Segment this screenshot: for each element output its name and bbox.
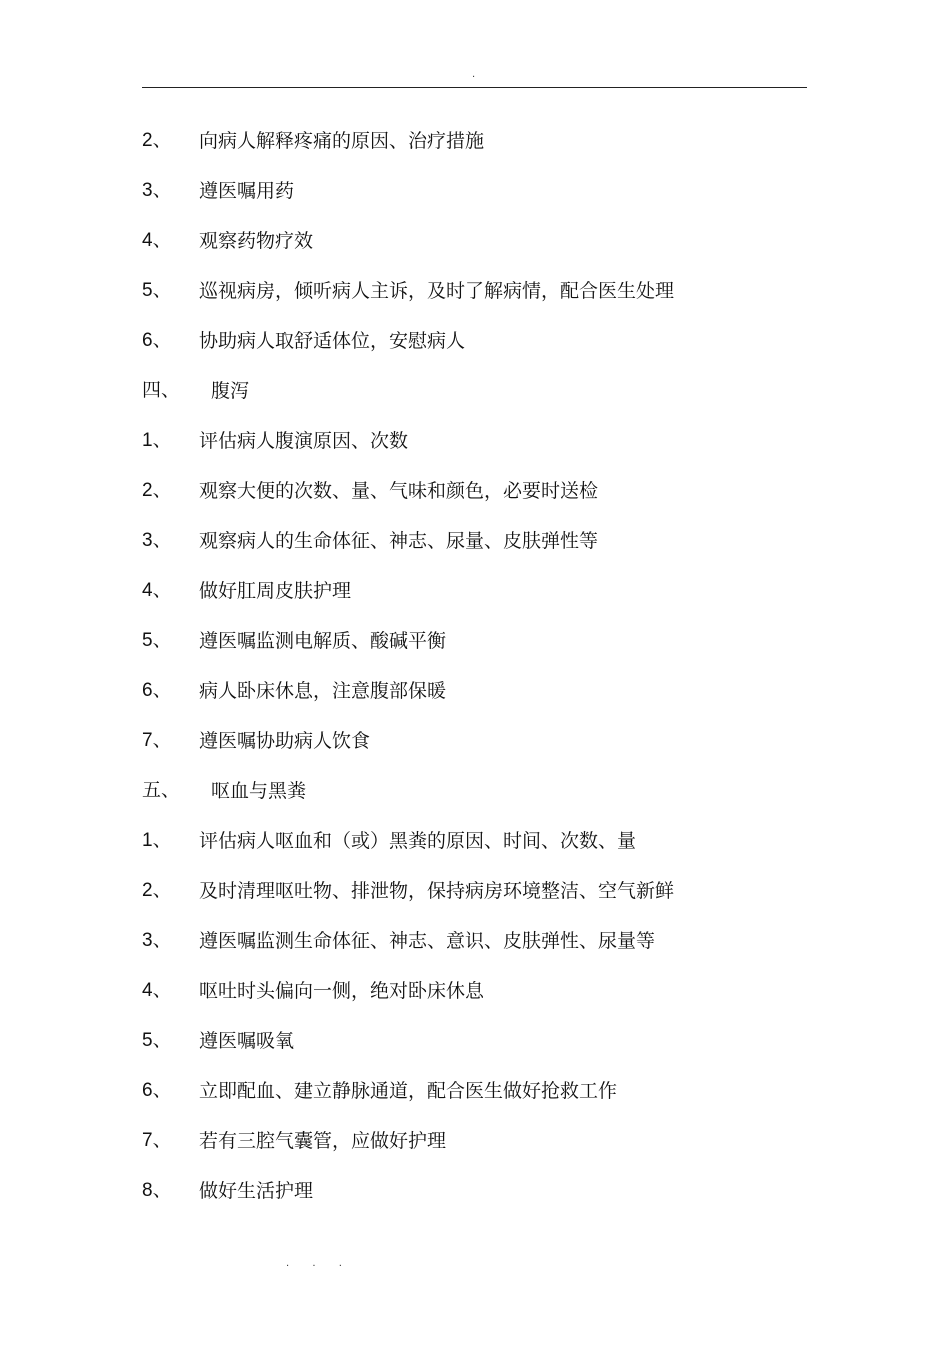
list-item [142,976,807,1026]
item-number: 3、 [142,530,172,551]
item-text: 遵医嘱用药 [199,180,295,202]
section-title: 呕血与黑粪 [211,780,307,802]
item-number: 4、 [142,580,172,601]
item-text: 遵医嘱吸氧 [199,1030,295,1052]
header-mark: . [472,69,476,80]
list-item [142,126,807,176]
item-text: 向病人解释疼痛的原因、治疗措施 [199,130,485,152]
item-number: 1、 [142,830,172,851]
item-number: 2、 [142,130,172,151]
item-number: 1、 [142,430,172,451]
section-heading [142,376,807,426]
list-item [142,1126,807,1176]
list-item [142,176,807,226]
list-item [142,226,807,276]
list-item [142,526,807,576]
item-text: 呕吐时头偏向一侧，绝对卧床休息 [199,980,485,1002]
footer-mark: . . . [286,1258,352,1269]
list-item [142,826,807,876]
item-number: 6、 [142,1080,172,1101]
item-number: 5、 [142,630,172,651]
item-number: 3、 [142,930,172,951]
item-number: 5、 [142,1030,172,1051]
item-number: 6、 [142,330,172,351]
item-number: 7、 [142,730,172,751]
item-number: 4、 [142,980,172,1001]
item-text: 做好生活护理 [199,1180,314,1202]
item-number: 2、 [142,480,172,501]
item-text: 观察病人的生命体征、神志、尿量、皮肤弹性等 [199,530,599,552]
item-text: 立即配血、建立静脉通道，配合医生做好抢救工作 [199,1080,618,1102]
item-text: 病人卧床休息，注意腹部保暖 [199,680,447,702]
item-text: 协助病人取舒适体位，安慰病人 [199,330,466,352]
item-text: 巡视病房，倾听病人主诉，及时了解病情，配合医生处理 [199,280,675,302]
list-item [142,676,807,726]
list-item [142,1076,807,1126]
list-item [142,726,807,776]
list-item [142,426,807,476]
item-text: 观察药物疗效 [199,230,314,252]
list-item [142,476,807,526]
item-number: 3、 [142,180,172,201]
section-number: 四、 [142,380,181,401]
item-text: 遵医嘱协助病人饮食 [199,730,371,752]
item-number: 7、 [142,1130,172,1151]
list-item [142,876,807,926]
item-text: 若有三腔气囊管，应做好护理 [199,1130,447,1152]
item-text: 评估病人腹演原因、次数 [199,430,409,452]
section-heading [142,776,807,826]
list-item [142,326,807,376]
list-item [142,1176,807,1226]
list-item [142,926,807,976]
item-text: 做好肛周皮肤护理 [199,580,352,602]
item-number: 2、 [142,880,172,901]
list-item [142,576,807,626]
header-rule [142,87,807,88]
item-number: 5、 [142,280,172,301]
list-item [142,626,807,676]
item-text: 观察大便的次数、量、气味和颜色，必要时送检 [199,480,599,502]
item-text: 遵医嘱监测生命体征、神志、意识、皮肤弹性、尿量等 [199,930,656,952]
list-item [142,276,807,326]
list-item [142,1026,807,1076]
item-text: 及时清理呕吐物、排泄物，保持病房环境整洁、空气新鲜 [199,880,675,902]
list-content [142,126,807,1226]
item-text: 评估病人呕血和（或）黑粪的原因、时间、次数、量 [199,830,637,852]
item-number: 6、 [142,680,172,701]
item-number: 8、 [142,1180,172,1201]
section-title: 腹泻 [211,380,250,402]
section-number: 五、 [142,780,181,801]
item-number: 4、 [142,230,172,251]
item-text: 遵医嘱监测电解质、酸碱平衡 [199,630,447,652]
